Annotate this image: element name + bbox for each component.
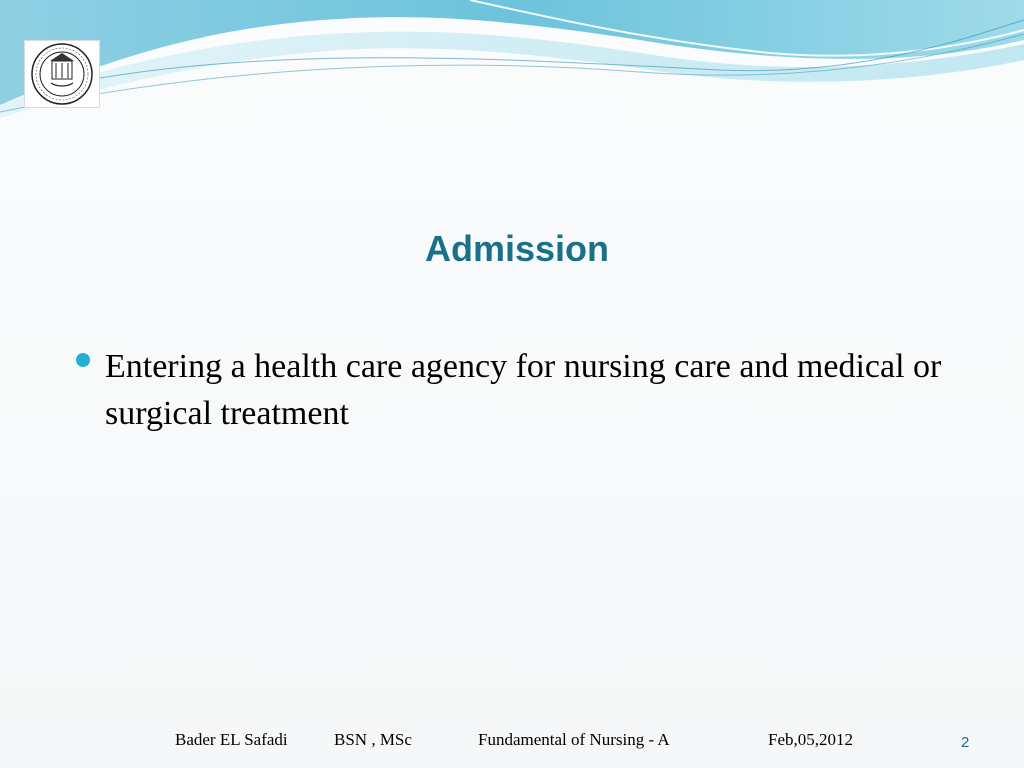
header-wave-decoration	[0, 0, 1024, 130]
bullet-text: Entering a health care agency for nursing care and medical or surgical treatment	[105, 348, 942, 432]
bullet-icon	[76, 353, 90, 367]
footer-course: Fundamental of Nursing - A	[478, 730, 670, 749]
slide-title: Admission	[424, 228, 610, 269]
university-seal-icon	[25, 41, 99, 107]
page-number: 2	[961, 734, 970, 751]
footer-author: Bader EL Safadi	[175, 730, 288, 749]
university-logo	[24, 40, 100, 108]
footer-date: Feb,05,2012	[768, 730, 853, 749]
footer-degrees: BSN , MSc	[334, 730, 412, 749]
